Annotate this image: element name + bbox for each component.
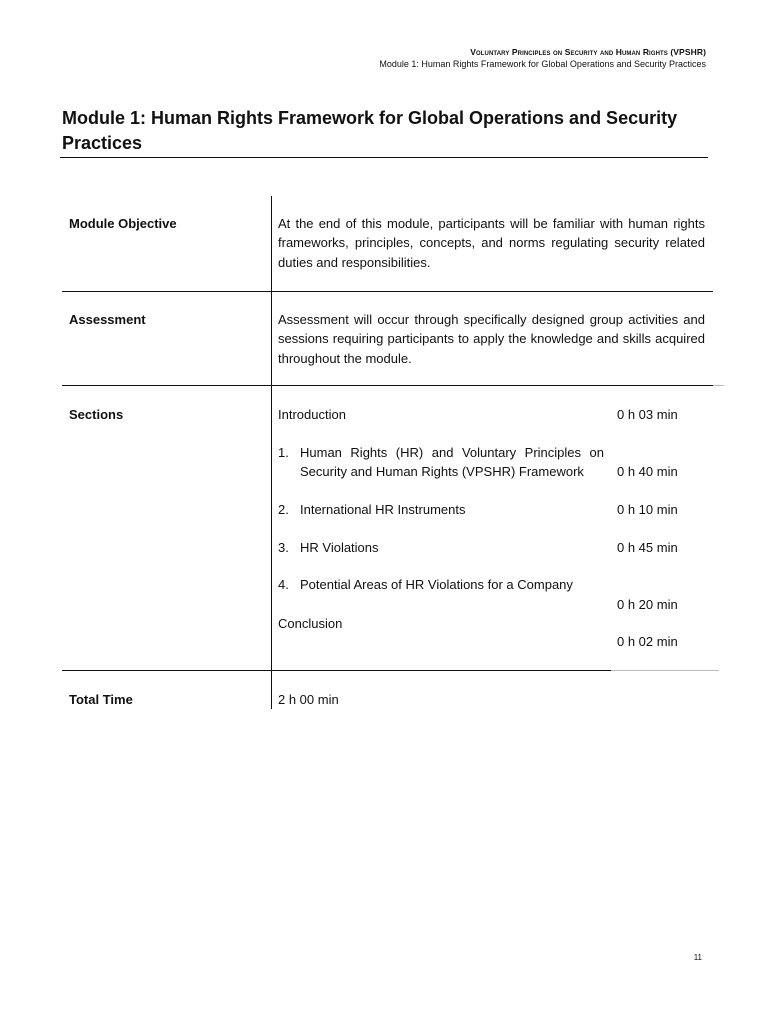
objective-label: Module Objective xyxy=(69,216,177,231)
assessment-label: Assessment xyxy=(69,312,146,327)
section-number: 2. xyxy=(278,502,289,517)
running-header-title: Voluntary Principles on Security and Human Rights (VPSHR) xyxy=(470,47,706,57)
section-time: 0 h 20 min xyxy=(617,597,678,612)
section-item-introduction: Introduction xyxy=(278,407,346,422)
section-time: 0 h 40 min xyxy=(617,464,678,479)
row-divider xyxy=(62,291,713,292)
section-item-conclusion: Conclusion xyxy=(278,616,343,631)
section-time: 0 h 02 min xyxy=(617,634,678,649)
running-header-subtitle: Module 1: Human Rights Framework for Global Operations and Security Practices xyxy=(379,59,706,69)
page-title: Module 1: Human Rights Framework for Global Operations and Security Practices xyxy=(62,108,678,153)
section-item-hr-violations: HR Violations xyxy=(300,540,379,555)
page-number: 11 xyxy=(693,953,702,962)
section-number: 4. xyxy=(278,577,289,592)
table-column-divider xyxy=(271,196,272,709)
title-divider xyxy=(60,157,708,158)
section-time: 0 h 10 min xyxy=(617,502,678,517)
section-item-company-violations: Potential Areas of HR Violations for a Company xyxy=(300,577,573,592)
assessment-text: Assessment will occur through specifically designed group activities and sessions requiring participants to apply the knowledge and skills acquired throughout the module. xyxy=(278,312,705,366)
section-time: 0 h 45 min xyxy=(617,540,678,555)
row-divider-extension xyxy=(611,670,719,671)
section-number: 1. xyxy=(278,445,289,460)
row-divider-extension xyxy=(713,385,724,386)
sections-label: Sections xyxy=(69,407,124,422)
total-time-value: 2 h 00 min xyxy=(278,692,339,707)
section-number: 3. xyxy=(278,540,289,555)
objective-text: At the end of this module, participants will be familiar with human rights frameworks, principles, concepts, and norms regulating security related duties and responsibilities. xyxy=(278,216,705,270)
row-divider xyxy=(62,670,611,671)
section-item-hr-framework: Human Rights (HR) and Voluntary Principles on Security and Human Rights (VPSHR) Framework xyxy=(300,445,604,480)
section-time: 0 h 03 min xyxy=(617,407,678,422)
total-time-label: Total Time xyxy=(69,692,133,707)
section-item-hr-instruments: International HR Instruments xyxy=(300,502,466,517)
row-divider xyxy=(62,385,713,386)
